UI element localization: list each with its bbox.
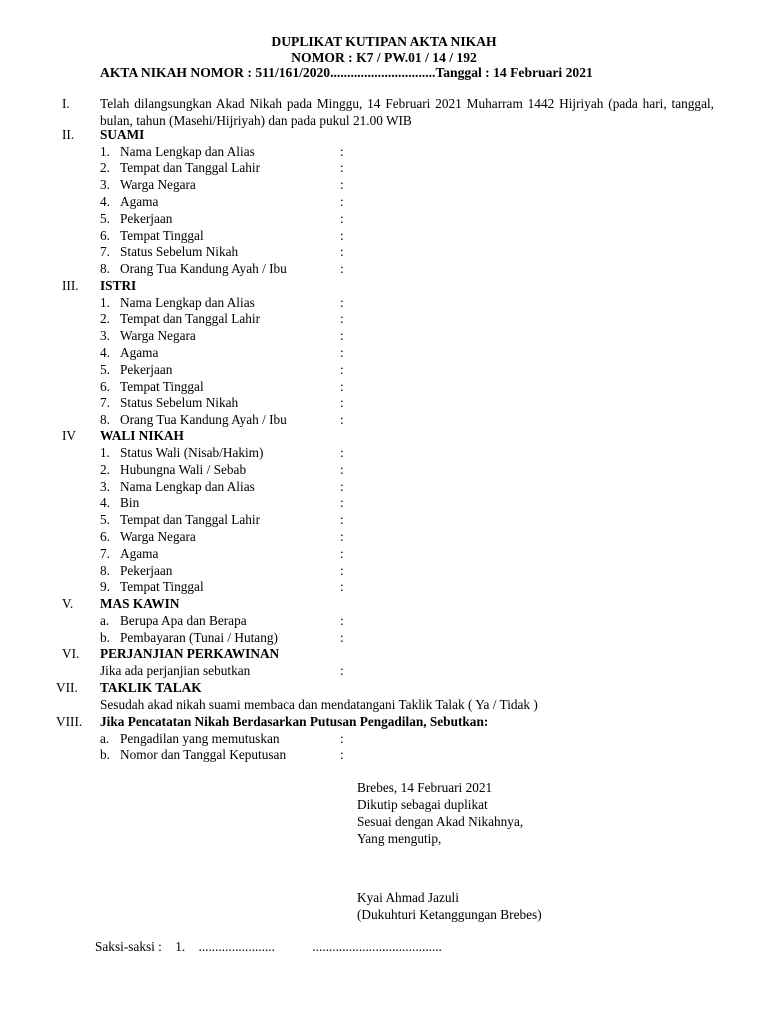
signature-line: Sesuai dengan Akad Nikahnya, — [357, 814, 524, 829]
form-field-row — [100, 210, 344, 228]
field-number: 8. — [100, 412, 110, 428]
section-number: I. — [62, 96, 70, 111]
field-number: 5. — [100, 512, 110, 528]
field-colon: : — [340, 529, 344, 544]
signature-place-date: Brebes, 14 Februari 2021 — [357, 780, 493, 795]
field-colon: : — [340, 730, 344, 746]
field-colon: : — [340, 294, 344, 310]
field-label: Hubungna Wali / Sebab — [120, 461, 247, 477]
field-label: Pekerjaan — [120, 210, 173, 226]
form-field-row — [100, 311, 344, 328]
field-number: 1. — [100, 445, 110, 460]
field-label: Nama Lengkap dan Alias — [120, 478, 255, 494]
section-number: VII. — [56, 680, 78, 695]
intro-paragraph: Telah dilangsungkan Akad Nikah pada Minggu, 14 Februari 2021 Muharram 1442 Hijriyah (pada hari, tanggal, bulan, tahun (Masehi/Hijriyah) dan pada pukul 21.00 WIB — [100, 96, 714, 128]
document-title: DUPLIKAT KUTIPAN AKTA NIKAH — [271, 34, 497, 49]
field-colon: : — [340, 160, 344, 176]
form-field-row — [100, 344, 344, 362]
field-number: 7. — [100, 395, 110, 411]
field-number: 6. — [100, 227, 110, 243]
witness-blank-2: ....................................... — [312, 939, 442, 954]
form-field-row — [100, 529, 344, 546]
field-colon: : — [340, 545, 344, 561]
field-number: 9. — [100, 579, 110, 595]
form-field-row — [100, 177, 344, 194]
field-number: 7. — [100, 244, 110, 260]
field-label: Pembayaran (Tunai / Hutang) — [120, 629, 278, 645]
field-label: Status Wali (Nisab/Hakim) — [120, 445, 264, 460]
section-title: ISTRI — [100, 278, 137, 293]
form-field-row — [100, 629, 344, 647]
signature-line: Dikutip sebagai duplikat — [357, 797, 488, 812]
field-number: b. — [100, 629, 110, 645]
field-number: 3. — [100, 478, 110, 494]
form-field-row — [100, 143, 344, 161]
form-field-row — [100, 562, 344, 580]
field-colon: : — [340, 495, 344, 511]
field-label: Berupa Apa dan Berapa — [120, 613, 247, 628]
form-field-row — [100, 328, 344, 345]
field-colon: : — [340, 445, 344, 460]
form-field-row — [100, 613, 344, 630]
field-colon: : — [340, 613, 344, 628]
field-colon: : — [340, 412, 344, 428]
field-colon: : — [340, 747, 344, 763]
field-number: 4. — [100, 193, 110, 209]
field-label: Pengadilan yang memutuskan — [120, 730, 280, 746]
signatory-role: (Dukuhturi Ketanggungan Brebes) — [357, 907, 542, 922]
field-colon: : — [340, 361, 344, 377]
witness-number: 1. — [175, 939, 186, 954]
field-label: Pekerjaan — [120, 361, 173, 377]
section-title: TAKLIK TALAK — [100, 680, 202, 695]
field-label: Tempat Tinggal — [120, 378, 204, 394]
form-field-row — [100, 579, 344, 596]
field-colon: : — [340, 244, 344, 260]
field-number: 2. — [100, 160, 110, 176]
field-label: Bin — [120, 495, 140, 511]
signatory-name: Kyai Ahmad Jazuli — [357, 890, 459, 905]
field-label: Tempat Tinggal — [120, 579, 204, 595]
form-field-row — [100, 294, 344, 312]
akta-number-line: AKTA NIKAH NOMOR : 511/161/2020...............................Tanggal : 14 Februari 2021 — [100, 65, 593, 80]
field-colon: : — [340, 311, 344, 327]
field-label: Agama — [120, 545, 159, 561]
field-label: Warga Negara — [120, 328, 196, 344]
section-title: SUAMI — [100, 127, 145, 142]
field-number: 6. — [100, 529, 110, 544]
field-label: Nama Lengkap dan Alias — [120, 143, 255, 159]
form-field-row — [100, 495, 344, 512]
field-colon: : — [340, 629, 344, 645]
field-number: 8. — [100, 261, 110, 277]
form-field-row — [100, 461, 344, 479]
field-number: 1. — [100, 294, 110, 310]
witness-label: Saksi-saksi : — [95, 939, 162, 954]
field-number: a. — [100, 730, 110, 746]
form-field-row — [100, 378, 344, 396]
field-colon: : — [340, 461, 344, 477]
section-number: II. — [62, 127, 75, 142]
field-label: Orang Tua Kandung Ayah / Ibu — [120, 261, 287, 277]
field-label: Tempat dan Tanggal Lahir — [120, 512, 261, 528]
field-label: Agama — [120, 193, 159, 209]
section-text: Jika ada perjanjian sebutkan — [100, 663, 251, 678]
field-colon: : — [340, 143, 344, 159]
field-colon: : — [340, 512, 344, 528]
field-number: 7. — [100, 545, 110, 561]
field-number: 5. — [100, 210, 110, 226]
section-text: Sesudah akad nikah suami membaca dan mendatangani Taklik Talak ( Ya / Tidak ) — [100, 697, 538, 712]
field-number: 6. — [100, 378, 110, 394]
section-title: PERJANJIAN PERKAWINAN — [100, 646, 280, 661]
form-field-row — [100, 545, 344, 563]
field-colon: : — [340, 227, 344, 243]
form-field-row — [100, 395, 344, 412]
section-title: WALI NIKAH — [100, 428, 184, 443]
section-number: VIII. — [56, 714, 83, 729]
form-field-row — [100, 478, 344, 496]
field-label: Warga Negara — [120, 177, 196, 193]
field-label: Agama — [120, 344, 159, 360]
field-label: Status Sebelum Nikah — [120, 244, 239, 260]
field-colon: : — [340, 478, 344, 494]
field-label: Tempat dan Tanggal Lahir — [120, 160, 261, 176]
section-title: MAS KAWIN — [100, 596, 180, 611]
field-number: 2. — [100, 311, 110, 327]
field-colon: : — [340, 210, 344, 226]
field-label: Orang Tua Kandung Ayah / Ibu — [120, 412, 287, 428]
field-number: b. — [100, 747, 110, 763]
field-colon: : — [340, 395, 344, 411]
form-field-row — [100, 747, 344, 764]
document-number: NOMOR : K7 / PW.01 / 14 / 192 — [291, 50, 477, 65]
field-number: 4. — [100, 495, 110, 511]
field-label: Nama Lengkap dan Alias — [120, 294, 255, 310]
field-number: 5. — [100, 361, 110, 377]
section-number: III. — [62, 278, 79, 293]
form-field-row — [100, 361, 344, 379]
form-field-row — [100, 261, 344, 278]
field-number: 4. — [100, 344, 110, 360]
witness-line — [95, 939, 442, 956]
field-colon: : — [340, 261, 344, 277]
field-number: 3. — [100, 328, 110, 344]
field-colon: : — [340, 579, 344, 595]
signature-line: Yang mengutip, — [357, 831, 442, 846]
field-number: 1. — [100, 143, 110, 159]
form-field-row — [100, 445, 344, 462]
form-field-row — [100, 193, 344, 211]
form-field-row — [100, 160, 344, 177]
field-colon: : — [340, 562, 344, 578]
form-field-row — [100, 227, 344, 245]
form-field-row — [100, 512, 344, 529]
field-label: Pekerjaan — [120, 562, 173, 578]
field-colon: : — [340, 663, 344, 678]
field-colon: : — [340, 328, 344, 344]
form-field-row — [100, 244, 344, 261]
section-number: V. — [62, 596, 74, 611]
field-label: Nomor dan Tanggal Keputusan — [120, 747, 287, 763]
field-label: Tempat dan Tanggal Lahir — [120, 311, 261, 327]
field-colon: : — [340, 177, 344, 193]
field-number: a. — [100, 613, 110, 628]
field-number: 8. — [100, 562, 110, 578]
field-label: Warga Negara — [120, 529, 196, 544]
field-colon: : — [340, 378, 344, 394]
form-field-row — [100, 412, 344, 429]
field-label: Tempat Tinggal — [120, 227, 204, 243]
section-title: Jika Pencatatan Nikah Berdasarkan Putusan Pengadilan, Sebutkan: — [100, 714, 489, 729]
section-number: VI. — [62, 646, 80, 661]
section-number: IV — [62, 428, 77, 443]
field-colon: : — [340, 193, 344, 209]
witness-blank-1: ....................... — [198, 939, 275, 954]
field-colon: : — [340, 344, 344, 360]
form-field-row — [100, 730, 344, 748]
field-number: 3. — [100, 177, 110, 193]
field-number: 2. — [100, 461, 110, 477]
field-label: Status Sebelum Nikah — [120, 395, 239, 411]
